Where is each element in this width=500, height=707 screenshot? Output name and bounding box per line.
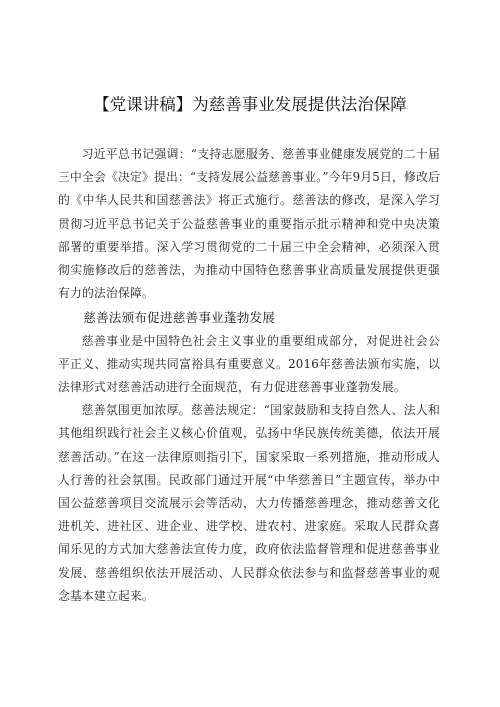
section-heading: 慈善法颁布促进慈善事业蓬勃发展 — [83, 310, 276, 326]
document-title: 【党课讲稿】为慈善事业发展提供法治保障 — [93, 95, 407, 114]
section-paragraph-2: 慈善氛围更加浓厚。慈善法规定：“国家鼓励和支持自然人、法人和其他组织践行社会主义核心价值观，弘扬中华民族传统美德，依法开展慈善活动。”在这一法律原则指引下，国家采取一系列措施，推动形成人人行善的社会氛围。民政部门通过开展“中华慈善日”主题宣传，举办中国公益慈善项目交流展示会等活动，大力传播慈善理念，推动慈善文化进机关、进社区、进企业、进学校、进农村、进家庭。采取人民群众喜闻乐见的方式加大慈善法宣传力度，政府依法监督管理和促进慈善事业发展、慈善组织依法开展活动、人民群众依法参与和监督慈善事业的观念基本建立起来。 — [58, 403, 440, 603]
document-body — [58, 143, 440, 608]
section-paragraph-1: 慈善事业是中国特色社会主义事业的重要组成部分，对促进社会公平正义、推动实现共同富裕具有重要意义。2016年慈善法颁布实施，以法律形式对慈善活动进行全面规范，有力促进慈善事业蓬勃发展。 — [58, 333, 440, 395]
intro-paragraph: 习近平总书记强调：“支持志愿服务、慈善事业健康发展党的二十届三中全会《决定》提出：“支持发展公益慈善事业。”今年9月5日，修改后的《中华人民共和国慈善法》将正式施行。慈善法的修改，是深入学习贯彻习近平总书记关于公益慈善事业的重要指示批示精神和党中央决策部署的重要举措。深入学习贯彻党的二十届三中全会精神，必须深入贯彻实施修改后的慈善法，为推动中国特色慈善事业高质量发展提供更强有力的法治保障。 — [58, 147, 440, 301]
